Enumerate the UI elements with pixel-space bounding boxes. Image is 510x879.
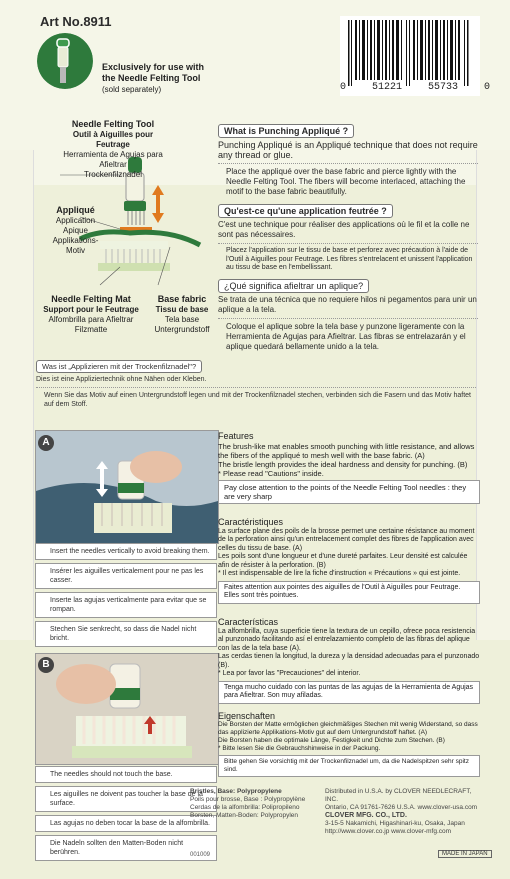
label-mat-de: Filzmatte bbox=[74, 325, 108, 334]
label-base-de: Untergrundstoff bbox=[154, 325, 210, 334]
product-code: 001009 bbox=[190, 852, 211, 858]
footer-info bbox=[190, 788, 480, 848]
label-tool-es: Herramienta de Agujas para Afieltrar bbox=[63, 150, 163, 169]
feature-fr-3: * Il est indispensable de lire la fiche d'instruction « Précautions » qui est jointe. bbox=[218, 570, 461, 577]
art-number: Art No.8911 bbox=[40, 14, 112, 29]
label-base-en: Base fabric bbox=[157, 294, 207, 304]
divider bbox=[218, 163, 478, 164]
qa-question-es: ¿Qué significa afieltrar un aplique? bbox=[218, 279, 369, 293]
label-tool-de: Trockenfilznadel bbox=[84, 170, 142, 179]
feature-fr-1: La surface plane des poils de la brosse permet une certaine résistance au moment de la perforation ainsi qu'un entrelacement complet des fibres de l'application avec celles du tissu de base. (A) bbox=[218, 527, 475, 552]
features-fr bbox=[218, 518, 480, 608]
label-mat bbox=[36, 294, 146, 335]
qa-section-es bbox=[218, 279, 478, 352]
right-side-flap bbox=[476, 150, 510, 640]
exclusive-line-1: Exclusively for use with bbox=[102, 62, 205, 72]
features-de bbox=[218, 712, 480, 781]
divider bbox=[218, 243, 478, 244]
photo-b-marker: B bbox=[38, 657, 54, 673]
qa-section-en bbox=[218, 124, 478, 197]
qa-section-de bbox=[36, 360, 476, 409]
feature-fr-2: Les poils sont d'une longueur et d'une dureté parfaites. Leur densité est calculée afin de résister à la perforation. (B) bbox=[218, 553, 468, 569]
warning-es: Tenga mucho cuidado con las puntas de las agujas de la Herramienta de Agujas para Afieltrar. Son muy afiladas. bbox=[218, 681, 480, 704]
qa-body-en: Place the appliqué over the base fabric and pierce lightly with the Needle Felting Tool. The fibers will become interlaced, attaching the motif to the base fabric beautifully. bbox=[226, 167, 466, 196]
maker-name: CLOVER MFG. CO., LTD. bbox=[325, 812, 407, 819]
photo-b bbox=[35, 653, 219, 765]
caption-b-en: The needles should not touch the base. bbox=[35, 766, 217, 783]
divider bbox=[218, 318, 478, 319]
exclusive-note bbox=[102, 62, 204, 95]
label-mat-fr: Support pour le Feutrage bbox=[43, 305, 139, 314]
label-mat-es: Alfombrilla para Afieltrar bbox=[48, 315, 134, 324]
feature-es-3: * Lea por favor las "Precauciones" del interior. bbox=[218, 670, 361, 677]
feature-en-1: The brush-like mat enables smooth punching with little resistance, and allows the fibers of the appliqué to mesh well with the base fabric. (A) bbox=[218, 442, 475, 460]
caption-a-en: Insert the needles vertically to avoid breaking them. bbox=[35, 543, 217, 560]
features-title-en: Features bbox=[218, 431, 254, 441]
barcode-digit: 0 bbox=[483, 82, 490, 93]
qa-answer-en: Punching Appliqué is an Appliqué technique that does not require any thread or glue. bbox=[218, 140, 478, 160]
material-en: Bristles, Base: Polypropylene bbox=[190, 788, 282, 795]
label-applique bbox=[48, 205, 103, 256]
label-tool bbox=[58, 119, 168, 180]
qa-section-fr bbox=[218, 204, 478, 273]
barcode-digits bbox=[340, 82, 490, 93]
caption-a-es: Inserte las agujas verticalmente para evitar que se rompan. bbox=[35, 592, 217, 618]
qa-answer-fr: C'est une technique pour réaliser des applications où le fil et la colle ne sont pas nécessaires. bbox=[218, 220, 470, 239]
exclusive-line-3: (sold separately) bbox=[102, 85, 162, 94]
distributor-line-2: Ontario, CA 91761-7626 U.S.A. www.clover-usa.com bbox=[325, 804, 478, 811]
feature-en-3: * Please read "Cautions" inside. bbox=[218, 469, 324, 478]
features-title-de: Eigenschaften bbox=[218, 711, 276, 721]
left-side-flap bbox=[0, 150, 34, 640]
material-fr: Poils pour brosse, Base : Polypropylène bbox=[190, 796, 306, 803]
feature-de-3: * Bitte lesen Sie die Gebrauchshinweise in der Packung. bbox=[218, 745, 381, 752]
photo-a-marker: A bbox=[38, 435, 54, 451]
caption-b-es: Las agujas no deben tocar la base de la alfombrilla. bbox=[35, 815, 217, 832]
material-es: Cerdas de la alfombrilla: Polipropileno bbox=[190, 804, 300, 811]
label-base-es: Tela base bbox=[164, 315, 200, 324]
warning-en: Pay close attention to the points of the Needle Felting Tool needles : they are very sharp bbox=[218, 480, 480, 504]
qa-body-es: Coloque el aplique sobre la tela base y punzone ligeramente con la Herramienta de Agujas para Afieltrar. Las fibras se entrelazarán y el aplique quedará bellamente unido a la tela. bbox=[226, 322, 466, 351]
distributor-line-1: Distributed in U.S.A. by CLOVER NEEDLECRAFT, INC. bbox=[325, 788, 472, 803]
label-applique-de: Applikations-Motiv bbox=[52, 236, 99, 255]
feature-de-1: Die Borsten der Matte ermöglichen gleichmäßiges Stechen mit wenig Widerstand, so dass das applizierte Applikations-Motiv gut auf dem Untergrundstoff haftet. (A) bbox=[218, 721, 478, 736]
warning-fr: Faites attention aux pointes des aiguilles de l'Outil à Aiguilles pour Feutrage. Elles sont très pointues. bbox=[218, 581, 480, 604]
qa-question-de: Was ist „Applizieren mit der Trockenfilznadel"? bbox=[36, 360, 202, 373]
feature-es-2: Las cerdas tienen la longitud, la dureza y la densidad adecuadas para el punzonado (B). bbox=[218, 653, 480, 669]
caption-b-fr: Les aiguilles ne doivent pas toucher la base de la surface. bbox=[35, 786, 217, 812]
caption-a-de: Stechen Sie senkrecht, so dass die Nadel nicht bricht. bbox=[35, 621, 217, 647]
qa-body-de: Wenn Sie das Motiv auf einen Untergrundstoff legen und mit der Trockenfilznadel stechen, verbinden sich die Fasern und das Motiv haftet auf dem Stoff. bbox=[44, 392, 471, 408]
feature-es-1: La alfombrilla, cuya superficie tiene la textura de un cepillo, ofrece poca resistencia al punzonado facilitando así el entrelazamiento completo de las fibras del aplique con las de la tela base (A). bbox=[218, 627, 476, 652]
caption-b-de: Die Nadeln sollten den Matten-Boden nicht berühren. bbox=[35, 835, 217, 861]
divider bbox=[36, 387, 476, 388]
label-tool-fr: Outil à Aiguilles pour Feutrage bbox=[72, 130, 154, 149]
features-en bbox=[218, 432, 480, 508]
material-de: Borsten, Matten-Boden: Polypropylen bbox=[190, 812, 299, 819]
features-title-es: Características bbox=[218, 617, 279, 627]
feature-de-2: Die Borsten haben die optimale Länge, Festigkeit und Dichte zum Stechen. (B) bbox=[218, 737, 445, 744]
label-base bbox=[150, 294, 214, 335]
made-in-badge: MADE IN JAPAN bbox=[438, 850, 492, 858]
barcode-digit: 51221 bbox=[371, 82, 402, 93]
caption-a-fr: Insérer les aiguilles verticalement pour ne pas les casser. bbox=[35, 563, 217, 589]
barcode-digit: 55733 bbox=[427, 82, 458, 93]
photo-a bbox=[35, 430, 219, 544]
features-title-fr: Caractéristiques bbox=[218, 517, 284, 527]
qa-answer-es: Se trata de una técnica que no requiere hilos ni pegamentos para unir un aplique a la tela. bbox=[218, 295, 477, 314]
feature-en-2: The bristle length provides the ideal hardness and density for punching. (B) bbox=[218, 460, 468, 469]
label-tool-en: Needle Felting Tool bbox=[71, 119, 155, 129]
photo-a-captions bbox=[35, 543, 217, 650]
distributor-info bbox=[325, 788, 480, 836]
qa-body-fr: Placez l'application sur le tissu de base et perforez avec précaution à l'aide de l'Outil à Aiguilles pour Feutrage. Les fibres s'entrelacent et unissent l'application au tissu de base en l'embellissant. bbox=[226, 247, 473, 271]
barcode-digit: 0 bbox=[340, 82, 347, 93]
features-es bbox=[218, 618, 480, 708]
qa-answer-de: Dies ist eine Appliziertechnik ohne Nähen oder Kleben. bbox=[36, 376, 207, 383]
qa-question-fr: Qu'est-ce qu'une application feutrée ? bbox=[218, 204, 393, 218]
felting-tool-icon bbox=[37, 33, 93, 89]
warning-de: Bitte gehen Sie vorsichtig mit der Trockenfilznadel um, da die Nadelspitzen sehr spitz sind. bbox=[218, 755, 480, 777]
label-applique-fr: Application bbox=[55, 216, 96, 225]
label-applique-es: Apique bbox=[63, 226, 88, 235]
material-info bbox=[190, 788, 315, 820]
label-mat-en: Needle Felting Mat bbox=[51, 294, 131, 304]
label-applique-en: Appliqué bbox=[56, 205, 95, 215]
qa-question-en: What is Punching Appliqué ? bbox=[218, 124, 354, 138]
maker-address-1: 3-15-5 Nakamichi, Higashinari-ku, Osaka, Japan bbox=[325, 820, 465, 827]
exclusive-line-2: the Needle Felting Tool bbox=[102, 73, 201, 83]
label-base-fr: Tissu de base bbox=[155, 305, 209, 314]
maker-address-2: http://www.clover.co.jp www.clover-mfg.com bbox=[325, 828, 452, 835]
